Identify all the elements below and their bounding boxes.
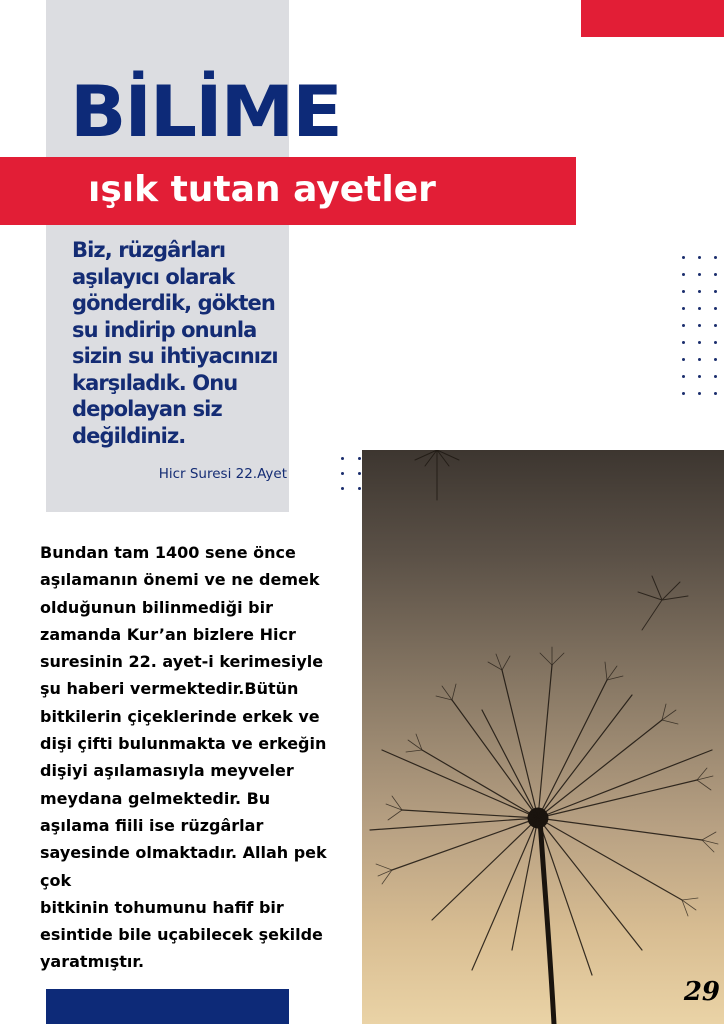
- dot-pattern-middle: [341, 457, 361, 490]
- verse-quote: [72, 237, 284, 449]
- page-number: 29: [683, 977, 720, 1007]
- body-line: dişi çifti bulunmakta ve erkeğin: [40, 734, 327, 754]
- verse-line: su indirip onunla: [72, 317, 257, 342]
- verse-line: depolayan siz: [72, 397, 222, 421]
- verse-line: Biz, rüzgârları: [72, 238, 226, 262]
- top-red-bar: [581, 0, 724, 37]
- body-line: yaratmıştır.: [40, 952, 145, 972]
- verse-line: aşılayıcı olarak: [72, 264, 235, 289]
- body-line: esintide bile uçabilecek şekilde: [40, 925, 323, 945]
- bottom-blue-bar: [46, 989, 289, 1024]
- body-line: aşılama fiili ise rüzgârlar: [40, 815, 264, 835]
- body-line: bitkinin tohumunu hafif bir: [40, 897, 284, 917]
- page-title: BİLİME: [70, 71, 341, 153]
- verse-line: gönderdik, gökten: [72, 291, 275, 315]
- body-line: bitkilerin çiçeklerinde erkek ve: [40, 706, 320, 726]
- verse-line: sizin su ihtiyacınızı: [72, 344, 278, 368]
- body-line: olduğunun bilinmediği bir: [40, 597, 273, 617]
- body-line: çok: [40, 870, 72, 890]
- body-paragraph: [40, 539, 340, 976]
- dot-pattern-right: [682, 256, 717, 395]
- dandelion-photo: [362, 450, 724, 1024]
- body-line: sayesinde olmaktadır. Allah pek: [40, 843, 327, 863]
- subtitle: ışık tutan ayetler: [88, 169, 436, 210]
- body-line: zamanda Kur’an bizlere Hicr: [40, 624, 296, 644]
- verse-reference: Hicr Suresi 22.Ayet: [158, 466, 287, 482]
- body-line: meydana gelmektedir. Bu: [40, 788, 271, 808]
- verse-line: karşıladık. Onu: [72, 370, 238, 395]
- dandelion-icon: [362, 450, 724, 1024]
- body-line: şu haberi vermektedir.Bütün: [40, 679, 299, 699]
- body-line: suresinin 22. ayet-i kerimesiyle: [40, 652, 324, 672]
- body-line: Bundan tam 1400 sene önce: [40, 543, 296, 562]
- verse-line: değildiniz.: [72, 423, 186, 448]
- body-line: dişiyi aşılamasıyla meyveler: [40, 761, 294, 781]
- body-line: aşılamanın önemi ve ne demek: [40, 570, 320, 590]
